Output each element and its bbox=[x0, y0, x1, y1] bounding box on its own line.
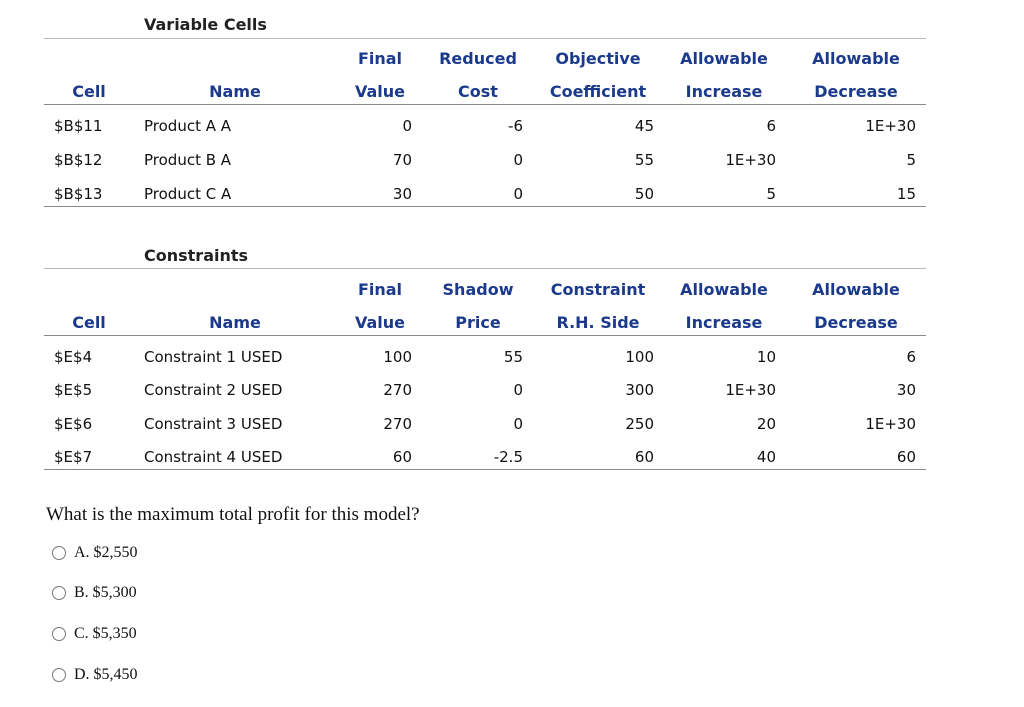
cell-name: Constraint 4 USED bbox=[144, 448, 283, 466]
c-header-increase: Increase bbox=[685, 313, 763, 332]
vc-header-final: Final bbox=[357, 49, 403, 68]
allowable-decrease: 1E+30 bbox=[865, 415, 916, 433]
cell-name: Constraint 1 USED bbox=[144, 348, 283, 366]
vc-header-allowable-dec: Allowable bbox=[812, 49, 900, 68]
allowable-decrease: 1E+30 bbox=[865, 117, 916, 135]
allowable-increase: 6 bbox=[766, 117, 776, 135]
c-header-constraint: Constraint bbox=[550, 280, 646, 299]
allowable-decrease: 5 bbox=[906, 151, 916, 169]
option-c[interactable] bbox=[52, 625, 137, 643]
divider bbox=[44, 268, 926, 269]
option-label: D. $5,450 bbox=[74, 666, 138, 683]
radio-icon[interactable] bbox=[52, 586, 66, 600]
shadow-price: 55 bbox=[503, 348, 523, 366]
cell-ref: $E$6 bbox=[54, 415, 93, 433]
cell-ref: $B$11 bbox=[54, 117, 103, 135]
final-value: 0 bbox=[402, 117, 412, 135]
cell-name: Constraint 2 USED bbox=[144, 381, 283, 399]
reduced-cost: 0 bbox=[513, 185, 523, 203]
objective-coefficient: 55 bbox=[634, 151, 654, 169]
objective-coefficient: 45 bbox=[634, 117, 654, 135]
cell-ref: $E$7 bbox=[54, 448, 93, 466]
shadow-price: 0 bbox=[513, 415, 523, 433]
shadow-price: 0 bbox=[513, 381, 523, 399]
divider bbox=[44, 335, 926, 336]
allowable-increase: 20 bbox=[756, 415, 776, 433]
radio-icon[interactable] bbox=[52, 668, 66, 682]
allowable-increase: 5 bbox=[766, 185, 776, 203]
option-d[interactable] bbox=[52, 666, 138, 684]
vc-header-decrease: Decrease bbox=[814, 82, 898, 101]
allowable-decrease: 6 bbox=[906, 348, 916, 366]
cell-name: Product C A bbox=[144, 185, 232, 203]
vc-header-reduced: Reduced bbox=[439, 49, 517, 68]
rh-side: 100 bbox=[625, 348, 654, 366]
rh-side: 250 bbox=[625, 415, 654, 433]
objective-coefficient: 50 bbox=[634, 185, 654, 203]
allowable-increase: 40 bbox=[756, 448, 776, 466]
reduced-cost: -6 bbox=[508, 117, 523, 135]
final-value: 270 bbox=[383, 381, 412, 399]
rh-side: 60 bbox=[634, 448, 654, 466]
divider bbox=[44, 38, 926, 39]
allowable-decrease: 30 bbox=[896, 381, 916, 399]
vc-header-coefficient: Coefficient bbox=[549, 82, 647, 101]
vc-header-increase: Increase bbox=[685, 82, 763, 101]
c-header-allowable-dec: Allowable bbox=[812, 280, 900, 299]
cell-ref: $E$4 bbox=[54, 348, 93, 366]
reduced-cost: 0 bbox=[513, 151, 523, 169]
vc-header-allowable-inc: Allowable bbox=[680, 49, 768, 68]
divider bbox=[44, 469, 926, 470]
vc-header-name: Name bbox=[209, 82, 261, 101]
cell-name: Product B A bbox=[144, 151, 232, 169]
cell-ref: $B$13 bbox=[54, 185, 103, 203]
constraints-title: Constraints bbox=[144, 246, 249, 265]
final-value: 100 bbox=[383, 348, 412, 366]
cell-ref: $E$5 bbox=[54, 381, 93, 399]
divider bbox=[44, 206, 926, 207]
c-header-final: Final bbox=[357, 280, 403, 299]
allowable-decrease: 60 bbox=[896, 448, 916, 466]
allowable-increase: 1E+30 bbox=[725, 151, 776, 169]
allowable-increase: 10 bbox=[756, 348, 776, 366]
c-header-shadow: Shadow bbox=[442, 280, 514, 299]
final-value: 70 bbox=[392, 151, 412, 169]
cell-ref: $B$12 bbox=[54, 151, 103, 169]
cell-name: Constraint 3 USED bbox=[144, 415, 283, 433]
vc-header-cell: Cell bbox=[72, 82, 106, 101]
radio-icon[interactable] bbox=[52, 627, 66, 641]
option-a[interactable] bbox=[52, 544, 138, 562]
allowable-increase: 1E+30 bbox=[725, 381, 776, 399]
variable-cells-title: Variable Cells bbox=[144, 15, 267, 34]
option-label: C. $5,350 bbox=[74, 625, 137, 642]
option-label: A. $2,550 bbox=[74, 544, 138, 561]
shadow-price: -2.5 bbox=[493, 448, 523, 466]
radio-icon[interactable] bbox=[52, 546, 66, 560]
c-header-allowable-inc: Allowable bbox=[680, 280, 768, 299]
c-header-value: Value bbox=[354, 313, 406, 332]
question-text: What is the maximum total profit for this model? bbox=[46, 504, 420, 525]
option-label: B. $5,300 bbox=[74, 584, 137, 601]
vc-header-value: Value bbox=[354, 82, 406, 101]
final-value: 60 bbox=[392, 448, 412, 466]
c-header-rh-side: R.H. Side bbox=[556, 313, 640, 332]
c-header-name: Name bbox=[209, 313, 261, 332]
option-b[interactable] bbox=[52, 584, 137, 602]
cell-name: Product A A bbox=[144, 117, 232, 135]
c-header-decrease: Decrease bbox=[814, 313, 898, 332]
final-value: 30 bbox=[392, 185, 412, 203]
c-header-cell: Cell bbox=[72, 313, 106, 332]
rh-side: 300 bbox=[625, 381, 654, 399]
allowable-decrease: 15 bbox=[896, 185, 916, 203]
divider bbox=[44, 104, 926, 105]
c-header-price: Price bbox=[455, 313, 501, 332]
vc-header-objective: Objective bbox=[555, 49, 641, 68]
final-value: 270 bbox=[383, 415, 412, 433]
vc-header-cost: Cost bbox=[458, 82, 498, 101]
